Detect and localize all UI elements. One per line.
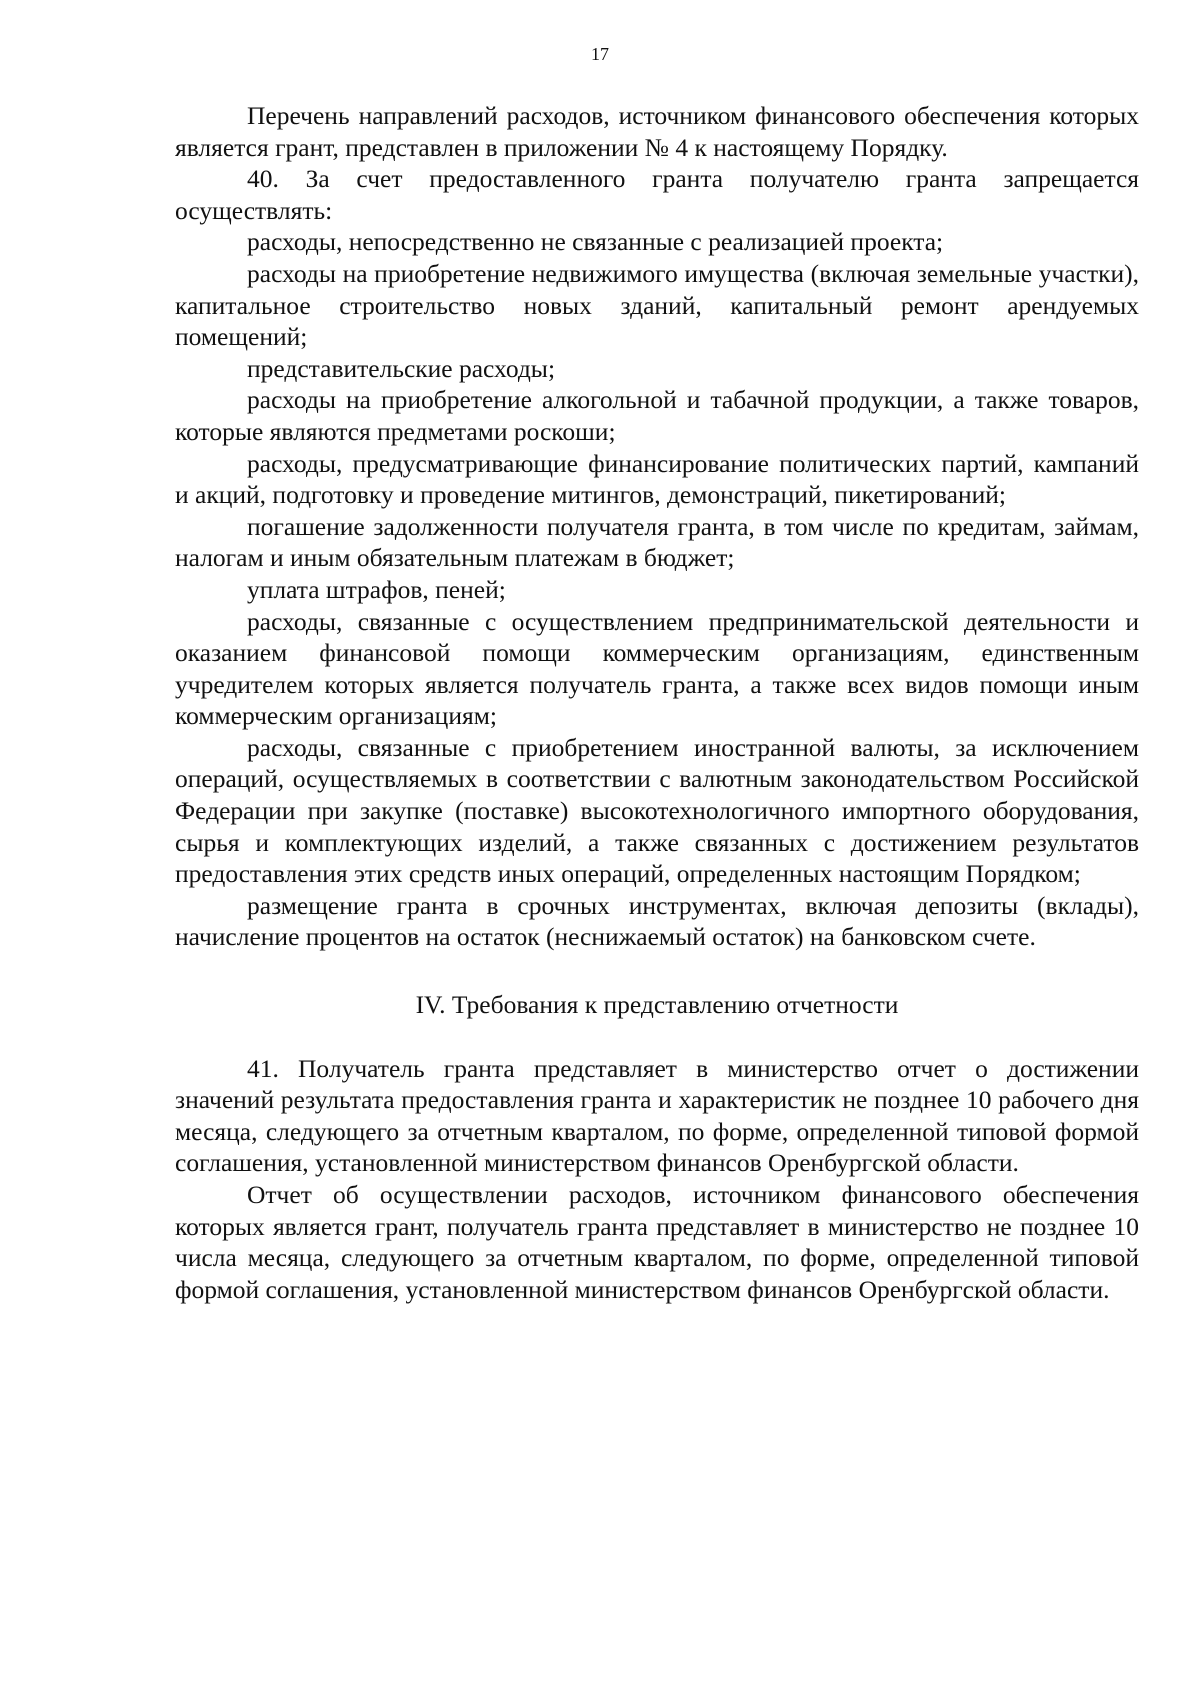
paragraph-clause-40: 40. За счет предоставленного гранта получателю гранта запрещается осуществлять:: [175, 164, 1139, 225]
paragraph-expense-report: Отчет об осуществлении расходов, источником финансового обеспечения которых является грант, получатель гранта представляет в министерство не позднее 10 числа месяца, следующего за отчетным кварталом, по форме, определенной типовой формой соглашения, установленной министерством финансов Оренбургской области.: [175, 1180, 1139, 1304]
paragraph-prohibited-political: расходы, предусматривающие финансирование политических партий, кампаний и акций, подготовку и проведение митингов, демонстраций, пикетирований;: [175, 448, 1139, 510]
paragraph-prohibited-deposits: размещение гранта в срочных инструментах, включая депозиты (вклады), начисление процентов на остаток (неснижаемый остаток) на банковском счете.: [175, 890, 1139, 952]
paragraph-prohibited-currency: расходы, связанные с приобретением иностранной валюты, за исключением операций, осуществляемых в соответствии с валютным законодательством Российской Федерации при закупке (поставке) высокотехнологичного импортного оборудования, сырья и комплектующих изделий, а также связанных с достижением результатов предоставления этих средств иных операций, определенных настоящим Порядком;: [175, 732, 1139, 889]
page-number: 17: [591, 44, 609, 64]
paragraph-prohibited-commercial: расходы, связанные с осуществлением предпринимательской деятельности и оказанием финансовой помощи коммерческим организациям, единственным учредителем которых является получатель гранта, а также всех видов помощи иным коммерческим организациям;: [175, 606, 1139, 731]
paragraph-clause-41: 41. Получатель гранта представляет в министерство отчет о достижении значений результата предоставления гранта и характеристик не позднее 10 рабочего дня месяца, следующего за отчетным кварталом, по форме, определенной типовой формой соглашения, установленной министерством финансов Оренбургской области.: [175, 1053, 1139, 1178]
document-body: [175, 100, 1139, 1305]
paragraph-prohibited-real-estate: расходы на приобретение недвижимого имущества (включая земельные участки), капитальное строительство новых зданий, капитальный ремонт арендуемых помещений;: [175, 258, 1139, 352]
paragraph-prohibited-fines: уплата штрафов, пеней;: [247, 574, 506, 604]
section-heading: IV. Требования к представлению отчетности: [415, 990, 899, 1020]
paragraph-prohibited-alcohol-tobacco: расходы на приобретение алкогольной и табачной продукции, а также товаров, которые являются предметами роскоши;: [175, 385, 1139, 446]
paragraph-prohibited-debt: погашение задолженности получателя гранта, в том числе по кредитам, займам, налогам и иным обязательным платежам в бюджет;: [175, 511, 1139, 573]
paragraph-prohibited-representative: представительские расходы;: [247, 353, 556, 383]
paragraph-list-reference: Перечень направлений расходов, источником финансового обеспечения которых является грант, представлен в приложении № 4 к настоящему Порядку.: [175, 101, 1139, 162]
paragraph-prohibited-unrelated: расходы, непосредственно не связанные с реализацией проекта;: [247, 227, 944, 257]
